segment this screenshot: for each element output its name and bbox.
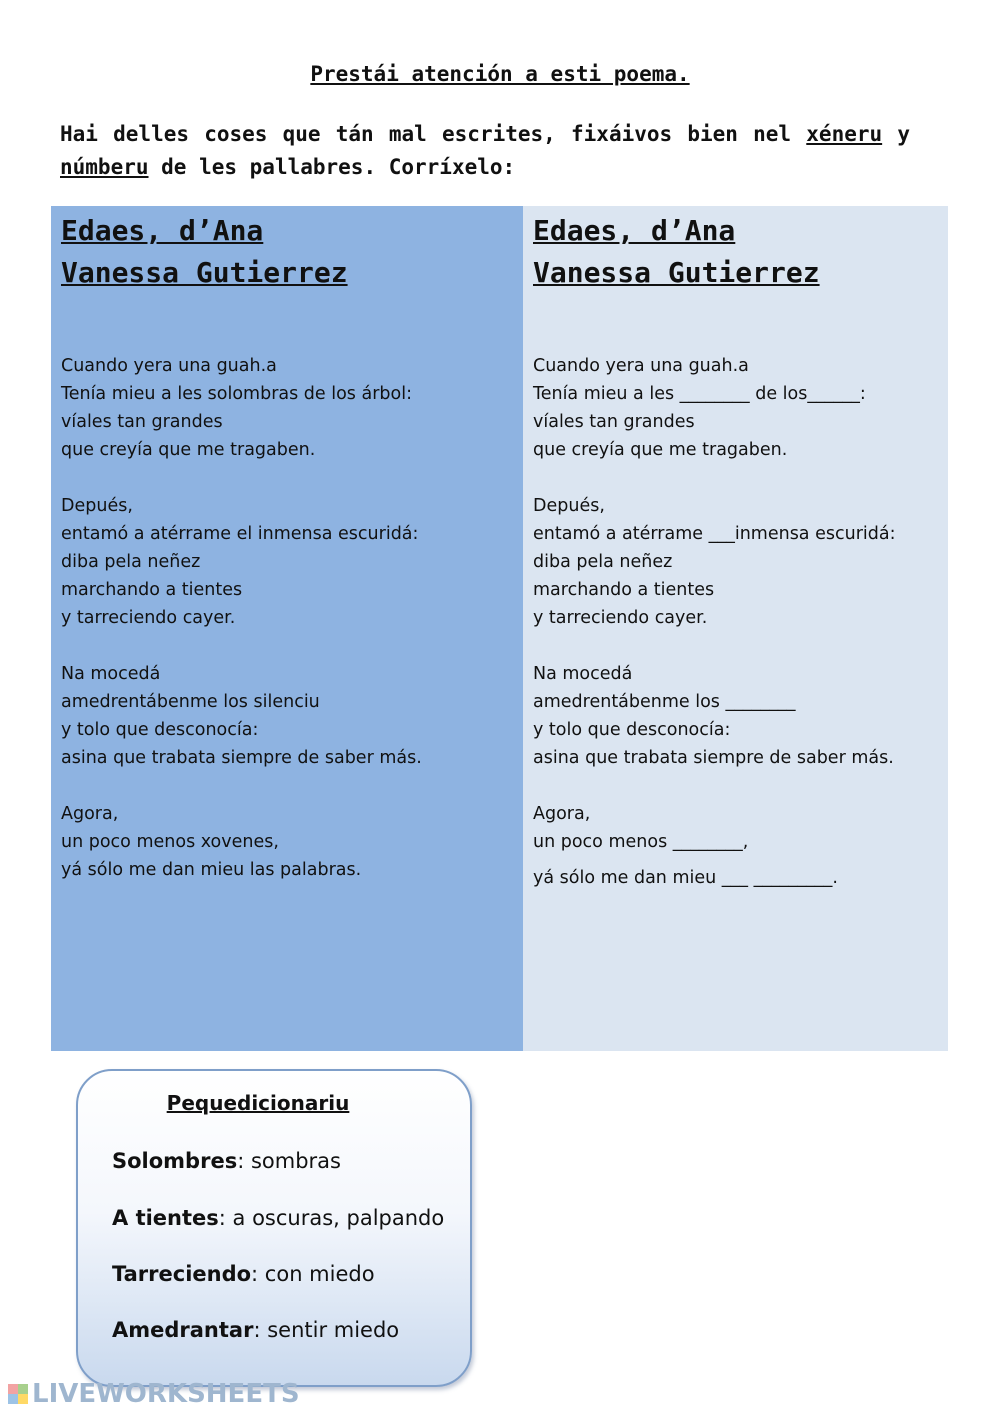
dictionary-definition: : sentir miedo xyxy=(253,1318,400,1342)
poem-line: y tolo que desconocía: xyxy=(533,720,731,740)
dictionary-term: Amedrantar xyxy=(112,1318,254,1342)
dictionary-entry xyxy=(112,1318,399,1342)
poem-line: y tarreciendo cayer. xyxy=(533,608,708,628)
liveworksheets-watermark xyxy=(8,1379,300,1409)
poem-title xyxy=(533,210,938,294)
poem-line: Agora, xyxy=(61,804,119,824)
poem-line-with-blanks[interactable]: entamó a atérrame ___inmensa escuridá: xyxy=(533,524,896,544)
dictionary-title: Pequedicionariu xyxy=(166,1091,350,1115)
poem-line: víales tan grandes xyxy=(533,412,695,432)
poem-line: asina que trabata siempre de saber más. xyxy=(533,748,894,768)
dictionary-entry xyxy=(112,1206,444,1230)
poem-line: entamó a atérrame el inmensa escuridá: xyxy=(61,524,419,544)
poem-line: diba pela neñez xyxy=(533,552,673,572)
dictionary-definition: : sombras xyxy=(237,1149,341,1173)
poem-line: un poco menos xovenes, xyxy=(61,832,279,852)
poem-line: que creyía que me tragaben. xyxy=(533,440,788,460)
instruction-text-3: de les pallabres. Corríxelo: xyxy=(148,155,516,179)
dictionary-term: Solombres xyxy=(112,1149,238,1173)
poem-line: marchando a tientes xyxy=(533,580,715,600)
poem-line-with-blanks[interactable]: Tenía mieu a les ________ de los______: xyxy=(533,384,866,404)
poem-line: y tolo que desconocía: xyxy=(61,720,259,740)
original-poem-panel xyxy=(51,206,523,1051)
poem-title-line-1: Edaes, d’Ana xyxy=(61,214,264,247)
poem-line: diba pela neñez xyxy=(61,552,201,572)
dictionary-definition: : con miedo xyxy=(251,1262,375,1286)
stanza-3 xyxy=(533,660,938,772)
exercise-poem-panel xyxy=(523,206,948,1051)
poem-line: yá sólo me dan mieu las palabras. xyxy=(61,860,362,880)
dictionary-box xyxy=(76,1069,472,1387)
poem-line: Cuando yera una guah.a xyxy=(533,356,749,376)
dictionary-term: Tarreciendo xyxy=(112,1262,252,1286)
poem-line: que creyía que me tragaben. xyxy=(61,440,316,460)
poem-line: amedrentábenme los silenciu xyxy=(61,692,320,712)
poem-title-line-1: Edaes, d’Ana xyxy=(533,214,736,247)
stanza-3 xyxy=(61,660,513,772)
instructions xyxy=(60,118,910,184)
poem-line: asina que trabata siempre de saber más. xyxy=(61,748,422,768)
poem-line: Depués, xyxy=(533,496,605,516)
dictionary-entry xyxy=(112,1149,341,1173)
stanza-1 xyxy=(533,352,938,464)
poem-line-with-blanks[interactable]: yá sólo me dan mieu ___ _________. xyxy=(533,868,838,888)
liveworksheets-logo-icon xyxy=(8,1384,28,1404)
poem-line: y tarreciendo cayer. xyxy=(61,608,236,628)
stanza-4 xyxy=(533,800,938,892)
poem-line-with-blanks[interactable]: un poco menos ________, xyxy=(533,832,749,852)
poem-line: Tenía mieu a les solombras de los árbol: xyxy=(61,384,412,404)
instruction-keyword-number: númberu xyxy=(60,155,149,179)
poem-title xyxy=(61,210,513,294)
stanza-2 xyxy=(61,492,513,632)
stanza-1 xyxy=(61,352,513,464)
poem-line: Na mocedá xyxy=(533,664,633,684)
stanza-2 xyxy=(533,492,938,632)
dictionary-definition: : a oscuras, palpando xyxy=(218,1206,445,1230)
poem-line: Na mocedá xyxy=(61,664,161,684)
instruction-text-2: y xyxy=(882,122,910,146)
poem-line: Depués, xyxy=(61,496,133,516)
worksheet-title: Prestái atención a esti poema. xyxy=(310,62,690,86)
poem-line: Agora, xyxy=(533,804,591,824)
poem-line-with-blanks[interactable]: amedrentábenme los ________ xyxy=(533,692,796,712)
poem-line: víales tan grandes xyxy=(61,412,223,432)
watermark-text: LIVEWORKSHEETS xyxy=(32,1379,300,1409)
instruction-keyword-gender: xéneru xyxy=(806,122,883,146)
stanza-4 xyxy=(61,800,513,884)
dictionary-term: A tientes xyxy=(112,1206,219,1230)
poem-line: marchando a tientes xyxy=(61,580,243,600)
dictionary-entry xyxy=(112,1262,375,1286)
poem-title-line-2: Vanessa Gutierrez xyxy=(533,256,820,289)
instruction-text-1: Hai delles coses que tán mal escrites, fixáivos bien nel xyxy=(60,122,807,146)
poem-title-line-2: Vanessa Gutierrez xyxy=(61,256,348,289)
poem-line: Cuando yera una guah.a xyxy=(61,356,277,376)
